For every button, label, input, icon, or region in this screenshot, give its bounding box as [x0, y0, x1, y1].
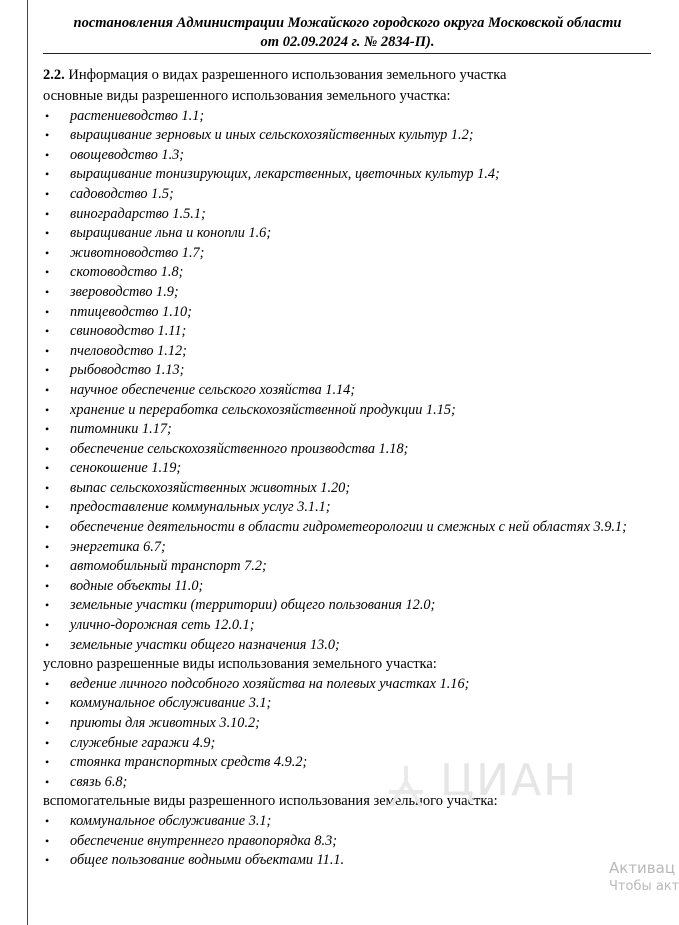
list-item	[43, 381, 645, 401]
conditional-uses-heading: условно разрешенные виды использования земельного участка:	[43, 656, 437, 673]
bullet-icon: •	[45, 284, 50, 299]
list-item	[43, 224, 645, 244]
list-item	[43, 342, 645, 362]
list-item-text: улично-дорожная сеть 12.0.1;	[70, 617, 255, 634]
bullet-icon: •	[45, 186, 50, 201]
list-item	[43, 675, 645, 695]
list-item-text: ведение личного подсобного хозяйства на полевых участках 1.16;	[70, 675, 470, 692]
bullet-icon: •	[45, 128, 50, 143]
list-item-text: выращивание зерновых и иных сельскохозяйственных культур 1.2;	[70, 127, 474, 144]
document-body	[43, 64, 645, 871]
bullet-icon: •	[45, 206, 50, 221]
list-item-text: обеспечение сельскохозяйственного производства 1.18;	[70, 440, 409, 457]
list-item	[43, 616, 645, 636]
list-item-text: пчеловодство 1.12;	[70, 342, 187, 359]
list-item	[43, 146, 645, 166]
list-item	[43, 283, 645, 303]
bullet-icon: •	[45, 618, 50, 633]
list-item-text: овощеводство 1.3;	[70, 146, 185, 163]
list-item	[43, 361, 645, 381]
list-item	[43, 263, 645, 283]
bullet-icon: •	[45, 480, 50, 495]
list-item	[43, 557, 645, 577]
bullet-icon: •	[45, 500, 50, 515]
header-line-1: постановления Администрации Можайского городского округа Московской области	[73, 15, 622, 31]
bullet-icon: •	[45, 422, 50, 437]
bullet-icon: •	[45, 578, 50, 593]
list-item-text: выращивание льна и конопли 1.6;	[70, 225, 272, 242]
bullet-icon: •	[45, 363, 50, 378]
document-header	[43, 14, 652, 52]
bullet-icon: •	[45, 676, 50, 691]
list-item-text: выращивание тонизирующих, лекарственных, цветочных культур 1.4;	[70, 166, 500, 183]
list-item-text: садоводство 1.5;	[70, 185, 174, 202]
list-item	[43, 322, 645, 342]
bullet-icon: •	[45, 598, 50, 613]
bullet-icon: •	[45, 304, 50, 319]
auxiliary-uses-list	[43, 812, 645, 871]
bullet-icon: •	[45, 539, 50, 554]
list-item	[43, 596, 645, 616]
section-heading	[43, 64, 645, 87]
bullet-icon: •	[45, 520, 50, 535]
list-item	[43, 401, 645, 421]
list-item-text: птицеводство 1.10;	[70, 303, 192, 320]
bullet-icon: •	[45, 735, 50, 750]
list-item	[43, 577, 645, 597]
list-item	[43, 185, 645, 205]
section-number: 2.2.	[43, 67, 65, 83]
bullet-icon: •	[45, 226, 50, 241]
list-item	[43, 812, 645, 832]
list-item	[43, 126, 645, 146]
list-item-text: скотоводство 1.8;	[70, 264, 184, 281]
bullet-icon: •	[45, 559, 50, 574]
list-item-text: хранение и переработка сельскохозяйственной продукции 1.15;	[70, 401, 456, 418]
list-item-text: научное обеспечение сельского хозяйства 1.14;	[70, 381, 356, 398]
watermark-logo-icon	[383, 762, 429, 814]
list-item	[43, 479, 645, 499]
list-item-text: обеспечение деятельности в области гидрометеорологии и смежных с ней областях 3.9.1;	[70, 519, 627, 536]
bullet-icon: •	[45, 324, 50, 339]
bullet-icon: •	[45, 853, 50, 868]
list-item-text: приюты для животных 3.10.2;	[70, 715, 260, 731]
activation-notice	[609, 858, 679, 896]
section-title: Информация о видах разрешенного использования земельного участка	[68, 67, 507, 83]
list-item-text: энергетика 6.7;	[70, 538, 166, 555]
bullet-icon: •	[45, 245, 50, 260]
bullet-icon: •	[45, 755, 50, 770]
bullet-icon: •	[45, 147, 50, 162]
watermark-text: ЦИАН	[440, 755, 579, 806]
list-item	[43, 851, 645, 871]
list-item-text: стоянка транспортных средств 4.9.2;	[70, 754, 308, 771]
list-item	[43, 459, 645, 479]
list-item	[43, 107, 645, 127]
list-item-text: водные объекты 11.0;	[70, 577, 204, 594]
list-item	[43, 165, 645, 185]
list-item	[43, 420, 645, 440]
bullet-icon: •	[45, 696, 50, 711]
list-item-text: питомники 1.17;	[70, 421, 172, 438]
header-divider	[43, 53, 651, 54]
list-item	[43, 498, 645, 518]
bullet-icon: •	[45, 461, 50, 476]
list-item-text: звероводство 1.9;	[70, 283, 179, 300]
list-item-text: связь 6.8;	[70, 773, 128, 790]
list-item-text: земельные участки общего назначения 13.0;	[70, 636, 340, 653]
list-item	[43, 714, 645, 734]
list-item	[43, 832, 645, 852]
list-item	[43, 518, 645, 538]
list-item	[43, 440, 645, 460]
list-item-text: земельные участки (территории) общего пользования 12.0;	[70, 597, 436, 614]
list-item	[43, 694, 645, 714]
bullet-icon: •	[45, 637, 50, 652]
list-item-text: выпас сельскохозяйственных животных 1.20;	[70, 479, 351, 496]
list-item-text: служебные гаражи 4.9;	[70, 734, 216, 751]
list-item	[43, 205, 645, 225]
bullet-icon: •	[45, 382, 50, 397]
list-item-text: автомобильный транспорт 7.2;	[70, 558, 267, 575]
page-left-border	[27, 0, 28, 925]
activation-notice-subtitle: Чтобы акт	[609, 879, 679, 894]
bullet-icon: •	[45, 441, 50, 456]
list-item	[43, 303, 645, 323]
header-line-2: от 02.09.2024 г. № 2834-П).	[260, 34, 435, 50]
list-item-text: свиноводство 1.11;	[70, 323, 187, 340]
activation-notice-title: Активац	[609, 859, 676, 877]
bullet-icon: •	[45, 343, 50, 358]
list-item	[43, 538, 645, 558]
list-item-text: виноградарство 1.5.1;	[70, 205, 206, 222]
list-item	[43, 244, 645, 264]
list-item-text: коммунальное обслуживание 3.1;	[70, 695, 272, 712]
list-item-text: животноводство 1.7;	[70, 244, 205, 261]
list-item-text: рыбоводство 1.13;	[70, 362, 185, 379]
bullet-icon: •	[45, 833, 50, 848]
list-item-text: общее пользование водными объектами 11.1.	[70, 852, 345, 869]
auxiliary-uses-heading: вспомогательные виды разрешенного использования земельного участка:	[43, 793, 498, 810]
main-uses-heading: основные виды разрешенного использования земельного участка:	[43, 88, 451, 104]
list-item	[43, 636, 645, 656]
bullet-icon: •	[45, 167, 50, 182]
bullet-icon: •	[45, 813, 50, 828]
bullet-icon: •	[45, 774, 50, 789]
bullet-icon: •	[45, 716, 50, 730]
list-item-text: сенокошение 1.19;	[70, 460, 182, 477]
list-item-text: предоставление коммунальных услуг 3.1.1;	[70, 499, 331, 516]
list-item	[43, 734, 645, 754]
list-item-text: коммунальное обслуживание 3.1;	[70, 812, 272, 829]
list-item-text: растениеводство 1.1;	[70, 107, 205, 124]
main-uses-list	[43, 107, 645, 656]
bullet-icon: •	[45, 108, 50, 123]
bullet-icon: •	[45, 402, 50, 417]
bullet-icon: •	[45, 265, 50, 280]
list-item-text: обеспечение внутреннего правопорядка 8.3;	[70, 832, 338, 849]
